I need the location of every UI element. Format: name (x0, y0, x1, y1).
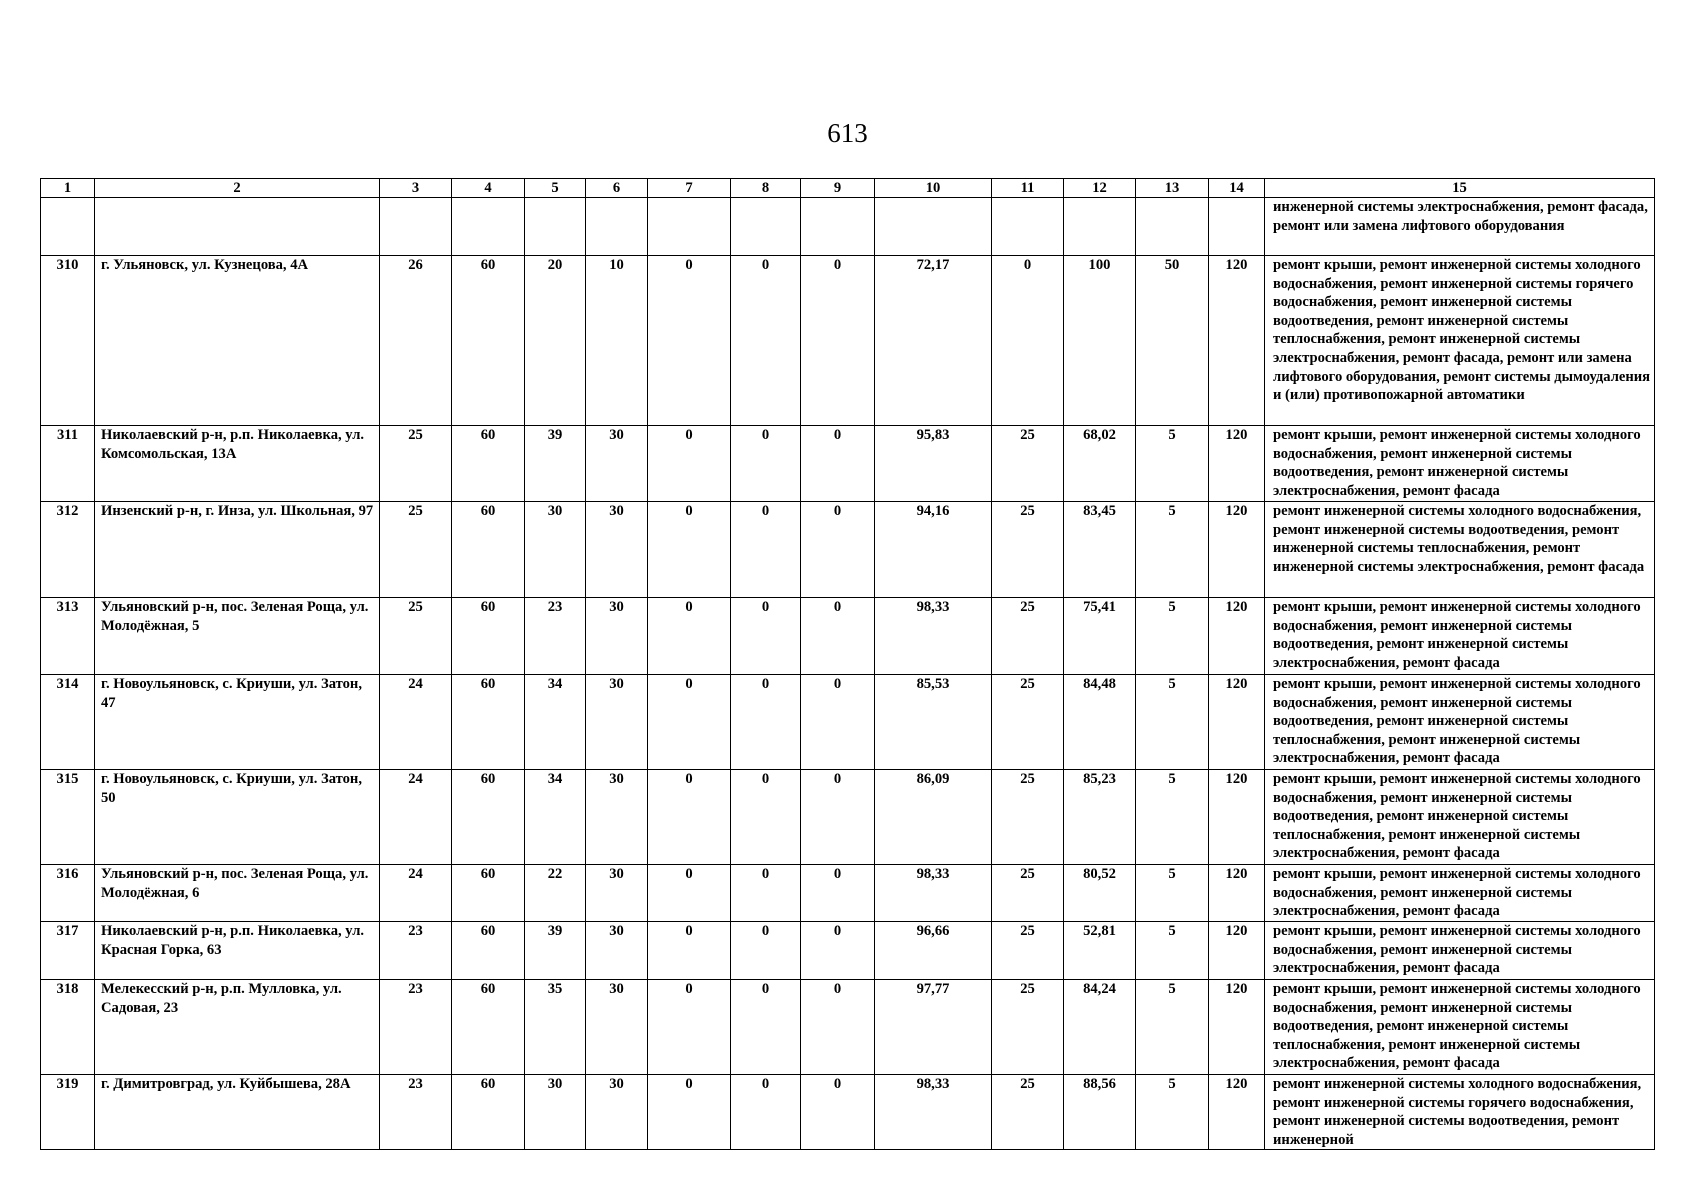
value-cell (1064, 198, 1136, 256)
value-cell: 52,81 (1064, 922, 1136, 980)
value-cell: 25 (992, 426, 1064, 502)
address-cell: Николаевский р-н, р.п. Николаевка, ул. Красная Горка, 63 (95, 922, 380, 980)
value-cell: 98,33 (875, 1075, 992, 1150)
value-cell: 120 (1209, 598, 1265, 675)
capital-repair-table (40, 178, 1655, 1150)
works-cell: ремонт крыши, ремонт инженерной системы холодного водоснабжения, ремонт инженерной системы водоотведения, ремонт инженерной системы теплоснабжения, ремонт инженерной системы электроснабжения, ремонт фасада (1265, 980, 1655, 1075)
value-cell: 24 (380, 675, 452, 770)
column-header: 13 (1136, 179, 1209, 198)
column-header: 4 (452, 179, 525, 198)
address-cell: Николаевский р-н, р.п. Николаевка, ул. Комсомольская, 13А (95, 426, 380, 502)
value-cell: 120 (1209, 1075, 1265, 1150)
works-cell: ремонт крыши, ремонт инженерной системы холодного водоснабжения, ремонт инженерной системы водоотведения, ремонт инженерной системы электроснабжения, ремонт фасада (1265, 426, 1655, 502)
value-cell: 25 (992, 980, 1064, 1075)
value-cell: 22 (525, 865, 586, 922)
table-row (41, 426, 1655, 502)
value-cell: 20 (525, 256, 586, 426)
value-cell: 88,56 (1064, 1075, 1136, 1150)
value-cell: 68,02 (1064, 426, 1136, 502)
value-cell: 5 (1136, 770, 1209, 865)
value-cell: 75,41 (1064, 598, 1136, 675)
value-cell: 0 (731, 598, 801, 675)
value-cell: 94,16 (875, 502, 992, 598)
works-cell: ремонт крыши, ремонт инженерной системы холодного водоснабжения, ремонт инженерной системы горячего водоснабжения, ремонт инженерной системы водоотведения, ремонт инженерной системы теплоснабжения, ремонт инженерной системы электроснабжения, ремонт фасада, ремонт или замена лифтового оборудования, ремонт системы дымоудаления и (или) противопожарной автоматики (1265, 256, 1655, 426)
value-cell: 30 (525, 1075, 586, 1150)
value-cell: 0 (801, 770, 875, 865)
row-number-cell: 316 (41, 865, 95, 922)
value-cell (801, 198, 875, 256)
value-cell: 0 (731, 426, 801, 502)
row-number-cell: 313 (41, 598, 95, 675)
address-cell: г. Ульяновск, ул. Кузнецова, 4А (95, 256, 380, 426)
value-cell: 5 (1136, 1075, 1209, 1150)
value-cell: 30 (586, 598, 648, 675)
value-cell: 60 (452, 865, 525, 922)
column-header: 8 (731, 179, 801, 198)
column-header: 6 (586, 179, 648, 198)
value-cell: 26 (380, 256, 452, 426)
value-cell: 5 (1136, 426, 1209, 502)
value-cell: 25 (992, 598, 1064, 675)
value-cell: 60 (452, 502, 525, 598)
value-cell: 85,53 (875, 675, 992, 770)
value-cell: 60 (452, 1075, 525, 1150)
value-cell: 0 (648, 502, 731, 598)
value-cell: 25 (380, 502, 452, 598)
value-cell: 80,52 (1064, 865, 1136, 922)
value-cell: 0 (801, 675, 875, 770)
row-number-cell: 317 (41, 922, 95, 980)
value-cell: 24 (380, 865, 452, 922)
value-cell: 100 (1064, 256, 1136, 426)
column-header: 2 (95, 179, 380, 198)
value-cell: 30 (586, 502, 648, 598)
value-cell: 0 (731, 256, 801, 426)
works-cell: ремонт инженерной системы холодного водоснабжения, ремонт инженерной системы горячего водоснабжения, ремонт инженерной системы водоотведения, ремонт инженерной (1265, 1075, 1655, 1150)
value-cell (992, 198, 1064, 256)
column-header: 15 (1265, 179, 1655, 198)
address-cell: Инзенский р-н, г. Инза, ул. Школьная, 97 (95, 502, 380, 598)
value-cell: 25 (992, 502, 1064, 598)
value-cell: 34 (525, 770, 586, 865)
value-cell: 30 (586, 1075, 648, 1150)
value-cell: 30 (586, 426, 648, 502)
value-cell: 60 (452, 922, 525, 980)
table-row (41, 598, 1655, 675)
row-number-cell: 318 (41, 980, 95, 1075)
address-cell: Ульяновский р-н, пос. Зеленая Роща, ул. Молодёжная, 6 (95, 865, 380, 922)
table-row (41, 256, 1655, 426)
table-row (41, 198, 1655, 256)
value-cell: 120 (1209, 675, 1265, 770)
value-cell (1136, 198, 1209, 256)
value-cell: 34 (525, 675, 586, 770)
value-cell: 60 (452, 675, 525, 770)
address-cell (95, 198, 380, 256)
table-row (41, 770, 1655, 865)
value-cell: 0 (648, 598, 731, 675)
row-number-cell: 310 (41, 256, 95, 426)
value-cell (525, 198, 586, 256)
value-cell: 0 (801, 1075, 875, 1150)
value-cell: 0 (992, 256, 1064, 426)
value-cell: 83,45 (1064, 502, 1136, 598)
value-cell: 30 (586, 865, 648, 922)
table-row (41, 980, 1655, 1075)
value-cell (875, 198, 992, 256)
works-cell: ремонт крыши, ремонт инженерной системы холодного водоснабжения, ремонт инженерной системы водоотведения, ремонт инженерной системы электроснабжения, ремонт фасада (1265, 598, 1655, 675)
value-cell (586, 198, 648, 256)
value-cell: 120 (1209, 865, 1265, 922)
value-cell: 0 (648, 980, 731, 1075)
value-cell: 95,83 (875, 426, 992, 502)
value-cell: 0 (801, 980, 875, 1075)
value-cell: 97,77 (875, 980, 992, 1075)
works-cell: ремонт крыши, ремонт инженерной системы холодного водоснабжения, ремонт инженерной системы электроснабжения, ремонт фасада (1265, 922, 1655, 980)
value-cell: 30 (586, 675, 648, 770)
value-cell: 0 (731, 675, 801, 770)
column-header: 1 (41, 179, 95, 198)
table-row (41, 675, 1655, 770)
value-cell: 0 (801, 426, 875, 502)
column-header: 10 (875, 179, 992, 198)
value-cell: 0 (648, 426, 731, 502)
value-cell: 25 (992, 922, 1064, 980)
value-cell: 30 (586, 980, 648, 1075)
value-cell: 23 (525, 598, 586, 675)
value-cell: 24 (380, 770, 452, 865)
row-number-cell (41, 198, 95, 256)
value-cell: 60 (452, 426, 525, 502)
value-cell: 30 (586, 922, 648, 980)
value-cell: 0 (731, 770, 801, 865)
works-cell: ремонт крыши, ремонт инженерной системы холодного водоснабжения, ремонт инженерной системы водоотведения, ремонт инженерной системы теплоснабжения, ремонт инженерной системы электроснабжения, ремонт фасада (1265, 770, 1655, 865)
address-cell: Ульяновский р-н, пос. Зеленая Роща, ул. Молодёжная, 5 (95, 598, 380, 675)
value-cell: 5 (1136, 502, 1209, 598)
value-cell: 60 (452, 980, 525, 1075)
value-cell: 98,33 (875, 865, 992, 922)
value-cell: 120 (1209, 922, 1265, 980)
address-cell: г. Новоульяновск, с. Криуши, ул. Затон, 47 (95, 675, 380, 770)
value-cell: 0 (731, 865, 801, 922)
column-header: 12 (1064, 179, 1136, 198)
value-cell: 23 (380, 980, 452, 1075)
column-header: 11 (992, 179, 1064, 198)
value-cell: 25 (380, 426, 452, 502)
table-row (41, 865, 1655, 922)
value-cell: 0 (648, 256, 731, 426)
value-cell: 30 (525, 502, 586, 598)
value-cell: 85,23 (1064, 770, 1136, 865)
address-cell: г. Новоульяновск, с. Криуши, ул. Затон, 50 (95, 770, 380, 865)
column-header: 7 (648, 179, 731, 198)
table-row (41, 1075, 1655, 1150)
value-cell: 120 (1209, 426, 1265, 502)
value-cell: 25 (992, 1075, 1064, 1150)
value-cell: 5 (1136, 865, 1209, 922)
value-cell: 96,66 (875, 922, 992, 980)
table-body (41, 198, 1655, 1150)
value-cell: 60 (452, 598, 525, 675)
value-cell: 0 (648, 865, 731, 922)
value-cell: 30 (586, 770, 648, 865)
value-cell (731, 198, 801, 256)
value-cell: 0 (731, 1075, 801, 1150)
value-cell: 0 (731, 502, 801, 598)
column-header: 3 (380, 179, 452, 198)
value-cell: 0 (731, 922, 801, 980)
value-cell: 120 (1209, 980, 1265, 1075)
value-cell: 120 (1209, 770, 1265, 865)
works-cell: ремонт инженерной системы холодного водоснабжения, ремонт инженерной системы водоотведения, ремонт инженерной системы теплоснабжения, ремонт инженерной системы электроснабжения, ремонт фасада (1265, 502, 1655, 598)
value-cell: 86,09 (875, 770, 992, 865)
column-header: 5 (525, 179, 586, 198)
value-cell: 23 (380, 922, 452, 980)
value-cell: 0 (648, 675, 731, 770)
value-cell: 0 (801, 256, 875, 426)
value-cell: 84,24 (1064, 980, 1136, 1075)
works-cell: ремонт крыши, ремонт инженерной системы холодного водоснабжения, ремонт инженерной системы водоотведения, ремонт инженерной системы теплоснабжения, ремонт инженерной системы электроснабжения, ремонт фасада (1265, 675, 1655, 770)
value-cell: 0 (731, 980, 801, 1075)
column-number-row (41, 179, 1655, 198)
value-cell: 39 (525, 922, 586, 980)
value-cell (648, 198, 731, 256)
row-number-cell: 312 (41, 502, 95, 598)
value-cell: 60 (452, 256, 525, 426)
value-cell: 98,33 (875, 598, 992, 675)
row-number-cell: 315 (41, 770, 95, 865)
works-cell: ремонт крыши, ремонт инженерной системы холодного водоснабжения, ремонт инженерной системы электроснабжения, ремонт фасада (1265, 865, 1655, 922)
value-cell: 0 (648, 922, 731, 980)
value-cell: 25 (380, 598, 452, 675)
value-cell (1209, 198, 1265, 256)
address-cell: г. Димитровград, ул. Куйбышева, 28А (95, 1075, 380, 1150)
value-cell: 23 (380, 1075, 452, 1150)
table-row (41, 502, 1655, 598)
value-cell: 25 (992, 770, 1064, 865)
value-cell (380, 198, 452, 256)
value-cell (452, 198, 525, 256)
value-cell: 50 (1136, 256, 1209, 426)
value-cell: 35 (525, 980, 586, 1075)
value-cell: 0 (648, 1075, 731, 1150)
value-cell: 0 (801, 922, 875, 980)
value-cell: 39 (525, 426, 586, 502)
row-number-cell: 314 (41, 675, 95, 770)
value-cell: 5 (1136, 922, 1209, 980)
page-number: 613 (827, 118, 868, 148)
address-cell: Мелекесский р-н, р.п. Мулловка, ул. Садовая, 23 (95, 980, 380, 1075)
value-cell: 25 (992, 675, 1064, 770)
value-cell: 60 (452, 770, 525, 865)
works-cell: инженерной системы электроснабжения, ремонт фасада, ремонт или замена лифтового оборудования (1265, 198, 1655, 256)
value-cell: 120 (1209, 502, 1265, 598)
value-cell: 0 (648, 770, 731, 865)
column-header: 14 (1209, 179, 1265, 198)
value-cell: 10 (586, 256, 648, 426)
value-cell: 5 (1136, 598, 1209, 675)
value-cell: 72,17 (875, 256, 992, 426)
value-cell: 84,48 (1064, 675, 1136, 770)
value-cell: 0 (801, 502, 875, 598)
value-cell: 0 (801, 598, 875, 675)
value-cell: 5 (1136, 980, 1209, 1075)
row-number-cell: 311 (41, 426, 95, 502)
table-row (41, 922, 1655, 980)
row-number-cell: 319 (41, 1075, 95, 1150)
value-cell: 5 (1136, 675, 1209, 770)
value-cell: 0 (801, 865, 875, 922)
value-cell: 25 (992, 865, 1064, 922)
column-header: 9 (801, 179, 875, 198)
value-cell: 120 (1209, 256, 1265, 426)
